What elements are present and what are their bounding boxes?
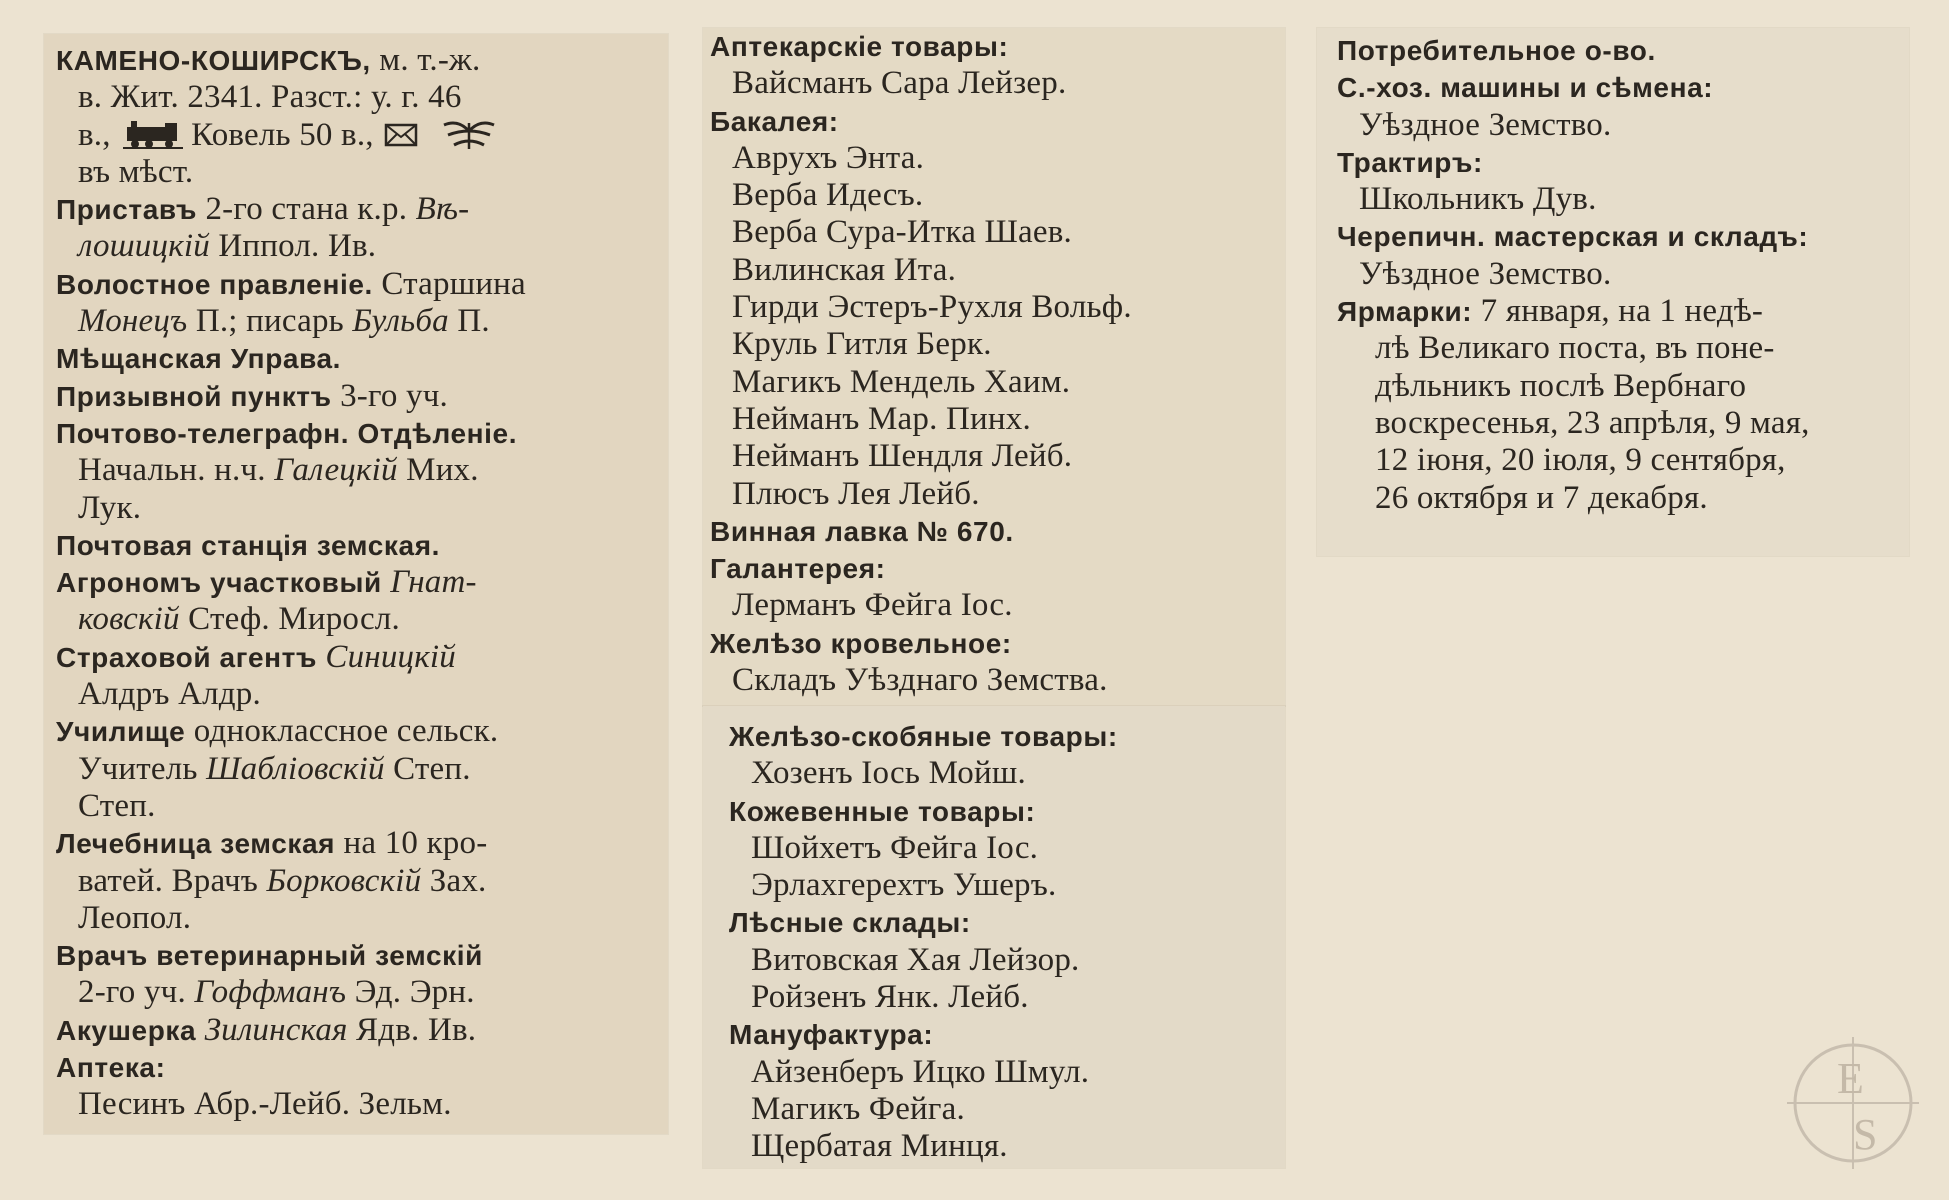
entry-text: Стеф. Миросл. <box>179 601 400 638</box>
text-line <box>710 252 1280 289</box>
person-surname: Шабліовскій <box>206 750 385 787</box>
entry-text: Щербатая Минця. <box>751 1128 1008 1165</box>
text-line <box>56 378 656 415</box>
text-line <box>710 662 1280 699</box>
entry-text: воскресенья, 23 апрѣля, 9 мая, <box>1375 404 1810 441</box>
entry-text: дѣльникъ послѣ Вербнаго <box>1375 367 1747 404</box>
entry-text: 12 іюня, 20 іюля, 9 сентября, <box>1375 442 1786 479</box>
text-line <box>1337 144 1905 181</box>
entry-heading: Приставъ <box>56 194 198 226</box>
text-line <box>56 825 656 862</box>
text-line <box>729 904 1279 941</box>
column-4-text <box>1337 32 1905 517</box>
entry-text: въ мѣст. <box>78 153 194 190</box>
entry-text: Магикъ Мендель Хаим. <box>732 363 1071 400</box>
entry-text: 2-го стана к.р. <box>197 191 416 228</box>
person-surname: Гнат- <box>390 564 477 601</box>
text-line <box>729 979 1279 1016</box>
text-line <box>1337 107 1905 144</box>
entry-heading: Ярмарки: <box>1337 296 1473 328</box>
text-line <box>56 713 656 750</box>
entry-text: 2-го уч. <box>78 974 195 1011</box>
column-2-clipping <box>703 28 1285 706</box>
entry-text: Школьникъ Дув. <box>1359 181 1597 218</box>
entry-heading: Лѣсные склады: <box>729 907 971 939</box>
text-line <box>56 676 656 713</box>
entry-text: м. т.-ж. <box>370 42 481 78</box>
entry-text: Зах. <box>421 862 487 899</box>
person-surname: Монецъ <box>78 303 188 340</box>
entry-heading: Почтово-телеграфн. Отдѣленіе. <box>56 417 518 449</box>
text-line <box>56 527 656 564</box>
entry-text: Степ. <box>78 787 156 824</box>
text-line <box>56 266 656 303</box>
entry-text: Вайсманъ Сара Лейзер. <box>732 65 1067 102</box>
text-line <box>56 788 656 825</box>
mail-envelope-icon <box>384 122 418 148</box>
post-horn-icon <box>440 117 498 151</box>
text-line <box>1337 405 1905 442</box>
text-line <box>729 1054 1279 1091</box>
text-line <box>56 452 656 489</box>
text-line <box>56 1086 656 1123</box>
entry-heading: Лечебница земская <box>56 828 336 860</box>
text-line <box>710 177 1280 214</box>
entry-text: Складъ Уѣзднаго Земства. <box>732 662 1108 699</box>
text-line <box>56 863 656 900</box>
column-3-text <box>729 718 1279 1166</box>
entry-text: Ройзенъ Янк. Лейб. <box>751 979 1029 1016</box>
text-line <box>729 830 1279 867</box>
column-1-clipping <box>44 34 668 1134</box>
text-line <box>729 755 1279 792</box>
text-line <box>710 438 1280 475</box>
entry-text: Ковель 50 в., <box>191 116 374 153</box>
entry-heading: Акушерка <box>56 1014 205 1046</box>
entry-text: Гирди Эстеръ-Рухля Вольф. <box>732 289 1132 326</box>
entry-heading: Аптека: <box>56 1052 166 1084</box>
entry-text: Иппол. Ив. <box>209 228 377 265</box>
entry-heading: Волостное правленіе. <box>56 268 373 300</box>
person-surname: Галецкій <box>274 452 398 489</box>
text-line <box>729 867 1279 904</box>
text-line <box>56 900 656 937</box>
entry-heading: Почтовая станція земская. <box>56 529 441 561</box>
entry-heading: Винная лавка № 670. <box>710 515 1014 547</box>
text-line <box>710 65 1280 102</box>
text-line <box>56 415 656 452</box>
text-line <box>710 625 1280 662</box>
text-line <box>56 601 656 638</box>
text-line <box>710 587 1280 624</box>
entry-text: Старшина <box>372 265 526 302</box>
text-line <box>1337 330 1905 367</box>
entry-text: Учитель <box>78 750 207 787</box>
entry-text: П.; писарь <box>187 303 353 340</box>
entry-text: Верба Сура-Итка Шаев. <box>732 214 1072 251</box>
entry-text: Плюсъ Лея Лейб. <box>732 475 980 512</box>
person-surname: Гоффманъ <box>194 974 347 1011</box>
text-line <box>56 191 656 228</box>
entry-text: Аврухъ Энта. <box>732 139 925 176</box>
entry-text: Ядв. Ив. <box>347 1011 477 1048</box>
column-1-text <box>56 42 656 1124</box>
entry-text: ватей. Врачъ <box>78 862 267 899</box>
text-line <box>56 1012 656 1049</box>
text-line <box>56 751 656 788</box>
entry-text: 26 октября и 7 декабря. <box>1375 479 1708 516</box>
entry-text: в., <box>78 116 120 153</box>
entry-text: 7 января, на 1 недѣ- <box>1472 293 1764 330</box>
entry-text: Айзенберъ Ицко Шмул. <box>751 1053 1090 1090</box>
entry-text: Круль Гитля Берк. <box>732 326 992 363</box>
entry-heading: Агрономъ участковый <box>56 567 391 599</box>
text-line <box>710 28 1280 65</box>
entry-text: Нейманъ Мар. Пинх. <box>732 400 1031 437</box>
person-surname: Бульба <box>352 303 449 340</box>
entry-heading: Трактиръ: <box>1337 146 1483 178</box>
text-line <box>56 937 656 974</box>
text-line <box>710 326 1280 363</box>
text-line <box>710 476 1280 513</box>
text-line <box>710 364 1280 401</box>
text-line <box>56 303 656 340</box>
entry-text: Лерманъ Фейга Іос. <box>732 587 1013 624</box>
text-line <box>710 289 1280 326</box>
text-line <box>56 564 656 601</box>
entry-text: Начальн. н.ч. <box>78 452 275 489</box>
text-line <box>56 154 656 191</box>
entry-heading: Черепичн. мастерская и складъ: <box>1337 221 1809 253</box>
text-line <box>1337 69 1905 106</box>
text-line <box>56 639 656 676</box>
entry-text: Витовская Хая Лейзор. <box>751 941 1080 978</box>
railway-train-icon <box>123 119 183 149</box>
entry-heading: С.-хоз. машины и сѣмена: <box>1337 72 1714 104</box>
text-line <box>710 513 1280 550</box>
column-4-clipping <box>1317 28 1909 556</box>
text-line <box>1337 32 1905 69</box>
column-2-text <box>710 28 1280 699</box>
entry-text: на 10 кро- <box>335 825 488 862</box>
text-line <box>710 550 1280 587</box>
text-line <box>710 401 1280 438</box>
entry-text: одноклассное сельск. <box>185 713 499 750</box>
entry-text: Леопол. <box>78 899 192 936</box>
entry-text: лѣ Великаго поста, въ поне- <box>1375 330 1775 367</box>
entry-heading: Врачъ ветеринарный земскій <box>56 940 483 972</box>
entry-text: Магикъ Фейга. <box>751 1090 965 1127</box>
entry-heading: Призывной пунктъ <box>56 380 332 412</box>
entry-heading: Желѣзо кровельное: <box>710 627 1012 659</box>
entry-text: Эрлахгерехтъ Ушеръ. <box>751 867 1057 904</box>
es-watermark-seal <box>1787 1037 1919 1169</box>
text-line <box>710 103 1280 140</box>
text-line <box>1337 368 1905 405</box>
entry-text: Вилинская Ита. <box>732 251 957 288</box>
text-line <box>729 1016 1279 1053</box>
text-line <box>56 42 656 79</box>
entry-heading: Аптекарскіе товары: <box>710 31 1009 62</box>
text-line <box>729 793 1279 830</box>
entry-text: Лук. <box>78 489 142 526</box>
entry-text: Шойхетъ Фейга Іос. <box>751 829 1039 866</box>
text-line <box>56 79 656 116</box>
entry-heading: Мануфактура: <box>729 1019 934 1051</box>
watermark-letter-s: S <box>1853 1110 1878 1159</box>
person-surname: Зилинская <box>204 1011 348 1048</box>
text-line <box>56 1049 656 1086</box>
entry-text: в. Жит. 2341. Разст.: у. г. 46 <box>78 79 462 116</box>
watermark-letter-e: E <box>1837 1054 1864 1103</box>
person-surname: Вѣ- <box>415 191 470 228</box>
text-line <box>56 490 656 527</box>
entry-heading: Кожевенные товары: <box>729 795 1036 827</box>
text-line <box>710 214 1280 251</box>
column-3-clipping <box>703 706 1285 1168</box>
entry-heading: КАМЕНО-КОШИРСКЪ, <box>56 45 371 76</box>
entry-text: Песинъ Абр.-Лейб. Зельм. <box>78 1086 452 1123</box>
text-line <box>1337 218 1905 255</box>
entry-heading: Желѣзо-скобяные товары: <box>729 721 1118 752</box>
entry-text: 3-го уч. <box>331 377 448 414</box>
text-line <box>56 117 656 154</box>
entry-text: Степ. <box>384 750 471 787</box>
text-line <box>1337 256 1905 293</box>
entry-text: Мих. <box>397 452 479 489</box>
entry-text: Верба Идесъ. <box>732 177 924 214</box>
entry-heading: Училище <box>56 716 186 748</box>
text-line <box>56 340 656 377</box>
text-line <box>1337 181 1905 218</box>
text-line <box>729 1091 1279 1128</box>
entry-text: Хозенъ Іось Мойш. <box>751 755 1026 792</box>
text-line <box>729 718 1279 755</box>
entry-heading: Страховой агентъ <box>56 641 326 673</box>
text-line <box>1337 480 1905 517</box>
person-surname: лошицкій <box>78 228 210 265</box>
entry-heading: Бакалея: <box>710 105 839 137</box>
entry-text: Уѣздное Земство. <box>1359 255 1612 292</box>
entry-text: Эд. Эрн. <box>346 974 475 1011</box>
entry-text: Уѣздное Земство. <box>1359 106 1612 143</box>
text-line <box>56 974 656 1011</box>
text-line <box>1337 293 1905 330</box>
text-line <box>729 1128 1279 1165</box>
entry-heading: Потребительное о-во. <box>1337 35 1656 66</box>
text-line <box>1337 442 1905 479</box>
entry-text: Нейманъ Шендля Лейб. <box>732 438 1073 475</box>
person-surname: Синицкій <box>325 638 456 675</box>
entry-text: П. <box>448 303 490 340</box>
entry-heading: Мѣщанская Управа. <box>56 343 342 375</box>
text-line <box>729 942 1279 979</box>
text-line <box>56 228 656 265</box>
person-surname: ковскій <box>78 601 180 638</box>
entry-text: Алдръ Алдр. <box>78 676 261 713</box>
entry-heading: Галантерея: <box>710 553 886 585</box>
text-line <box>710 140 1280 177</box>
person-surname: Борковскій <box>266 862 422 899</box>
